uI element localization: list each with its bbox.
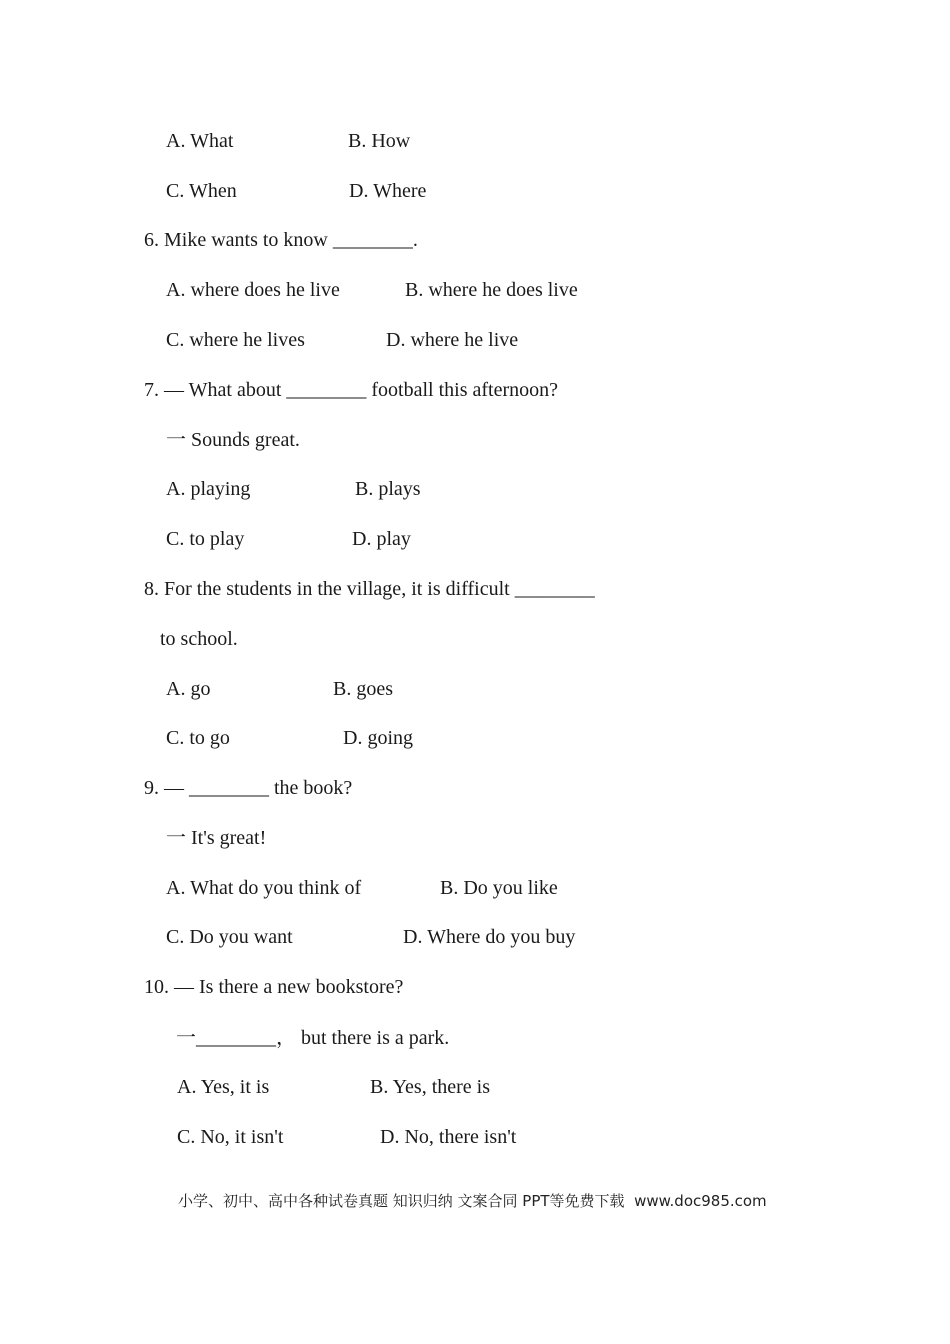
q8-option-a: A. go [166,678,211,700]
q6-option-b: B. where he does live [405,279,578,301]
q9-reply: 一 It's great! [166,827,267,849]
q5-option-d: D. Where [349,180,427,202]
q10-stem: 10. — Is there a new bookstore? [144,976,404,998]
q8-stem-continuation: to school. [160,628,238,650]
q8-option-d: D. going [343,727,413,749]
q9-option-d: D. Where do you buy [403,926,576,948]
q5-option-c: C. When [166,180,237,202]
q9-stem: 9. — ________ the book? [144,777,353,799]
q8-option-b: B. goes [333,678,393,700]
q7-option-d: D. play [352,528,411,550]
q5-option-a: A. What [166,130,234,152]
q10-option-a: A. Yes, it is [177,1076,270,1098]
q9-option-a: A. What do you think of [166,877,362,899]
q7-option-a: A. playing [166,478,251,500]
q10-option-b: B. Yes, there is [370,1076,491,1098]
q9-option-b: B. Do you like [440,877,558,899]
q9-option-c: C. Do you want [166,926,293,948]
q6-option-a: A. where does he live [166,279,340,301]
q6-option-c: C. where he lives [166,329,305,351]
page-footer: 小学、初中、高中各种试卷真题 知识归纳 文案合同 PPT等免费下载 www.doc985.com [178,1192,767,1210]
q7-option-c: C. to play [166,528,245,550]
q10-option-c: C. No, it isn't [177,1126,284,1148]
q7-reply: 一 Sounds great. [166,429,300,451]
q8-option-c: C. to go [166,727,230,749]
q6-stem: 6. Mike wants to know ________. [144,229,418,251]
q5-option-b: B. How [348,130,411,152]
q10-reply: 一________， but there is a park. [176,1027,450,1049]
q8-stem: 8. For the students in the village, it is difficult ________ [144,578,595,600]
q7-option-b: B. plays [355,478,421,500]
q10-option-d: D. No, there isn't [380,1126,517,1148]
q7-stem: 7. — What about ________ football this afternoon? [144,379,558,401]
q6-option-d: D. where he live [386,329,519,351]
